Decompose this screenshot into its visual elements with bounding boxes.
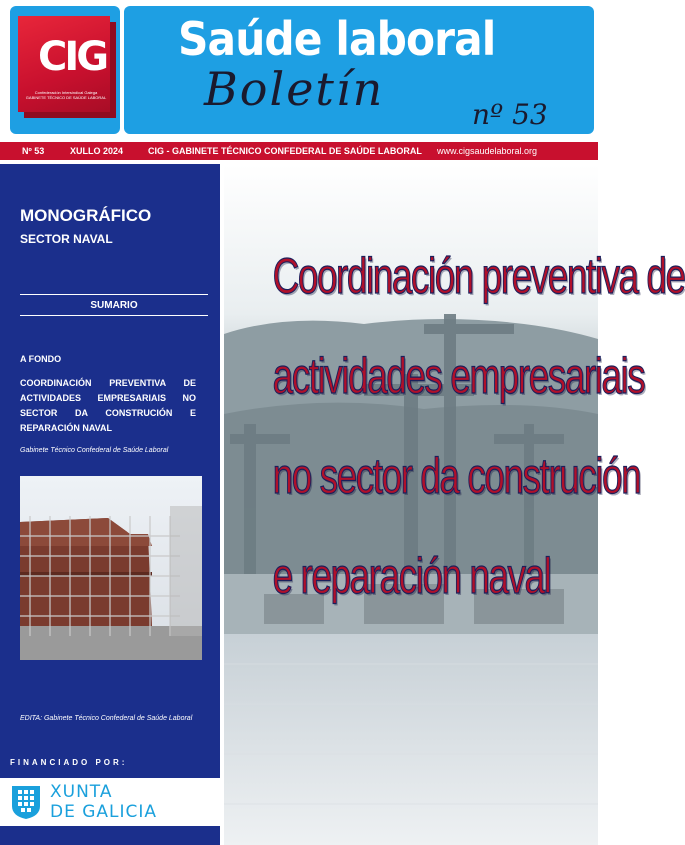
cig-logo (18, 16, 110, 112)
masthead-title: Saúde laboral (178, 12, 496, 66)
shipyard-photo (20, 476, 202, 660)
issue-label: Nº 53 (22, 146, 45, 156)
section-label: A FONDO (20, 354, 62, 364)
issue-date: XULLO 2024 (70, 146, 124, 156)
cover-headline (272, 226, 685, 626)
svg-text:CIG: CIG (38, 34, 107, 80)
xunta-logo-text: XUNTA DE GALICIA (50, 782, 158, 822)
headline-line: Coordinación preventiva de (272, 248, 685, 304)
funded-by-label: FINANCIADO POR: (10, 758, 128, 767)
headline-line: e reparación naval (272, 548, 551, 604)
logo-subtitle: Confederación Intersindical Galega GABINETE TÉCNICO DE SAÚDE LABORAL (25, 90, 107, 100)
cover-image (224, 164, 685, 845)
article-title-link[interactable]: COORDINACIÓN PREVENTIVA DE ACTIVIDADES EMPRESARIAIS NO SECTOR DA CONSTRUCIÓN E REPARACIÓN NAVAL (20, 378, 196, 433)
headline-line: actividades empresariais (272, 348, 645, 404)
editor-note: EDITA: Gabinete Técnico Confederal de Saúde Laboral (20, 715, 193, 722)
masthead (124, 6, 594, 134)
summary-heading: SUMARIO (90, 300, 138, 311)
xunta-shield-icon (10, 784, 42, 820)
info-bar (0, 142, 598, 160)
headline-line: no sector da construción (272, 448, 641, 504)
organization-label: CIG - GABINETE TÉCNICO CONFEDERAL DE SAÚDE LABORAL (148, 146, 422, 156)
logo-panel (10, 6, 120, 134)
sidebar-title: MONOGRÁFICO (20, 206, 152, 225)
article-author: Gabinete Técnico Confederal de Saúde Laboral (20, 447, 169, 454)
sidebar (0, 164, 220, 845)
sidebar-subtitle: SECTOR NAVAL (20, 232, 113, 246)
cig-logo-mark (36, 30, 107, 80)
website-link[interactable]: www.cigsaudelaboral.org (437, 146, 538, 156)
divider (20, 294, 208, 295)
masthead-subtitle: Boletín (204, 62, 385, 116)
issue-number: nº 53 (472, 98, 548, 131)
divider (20, 315, 208, 316)
